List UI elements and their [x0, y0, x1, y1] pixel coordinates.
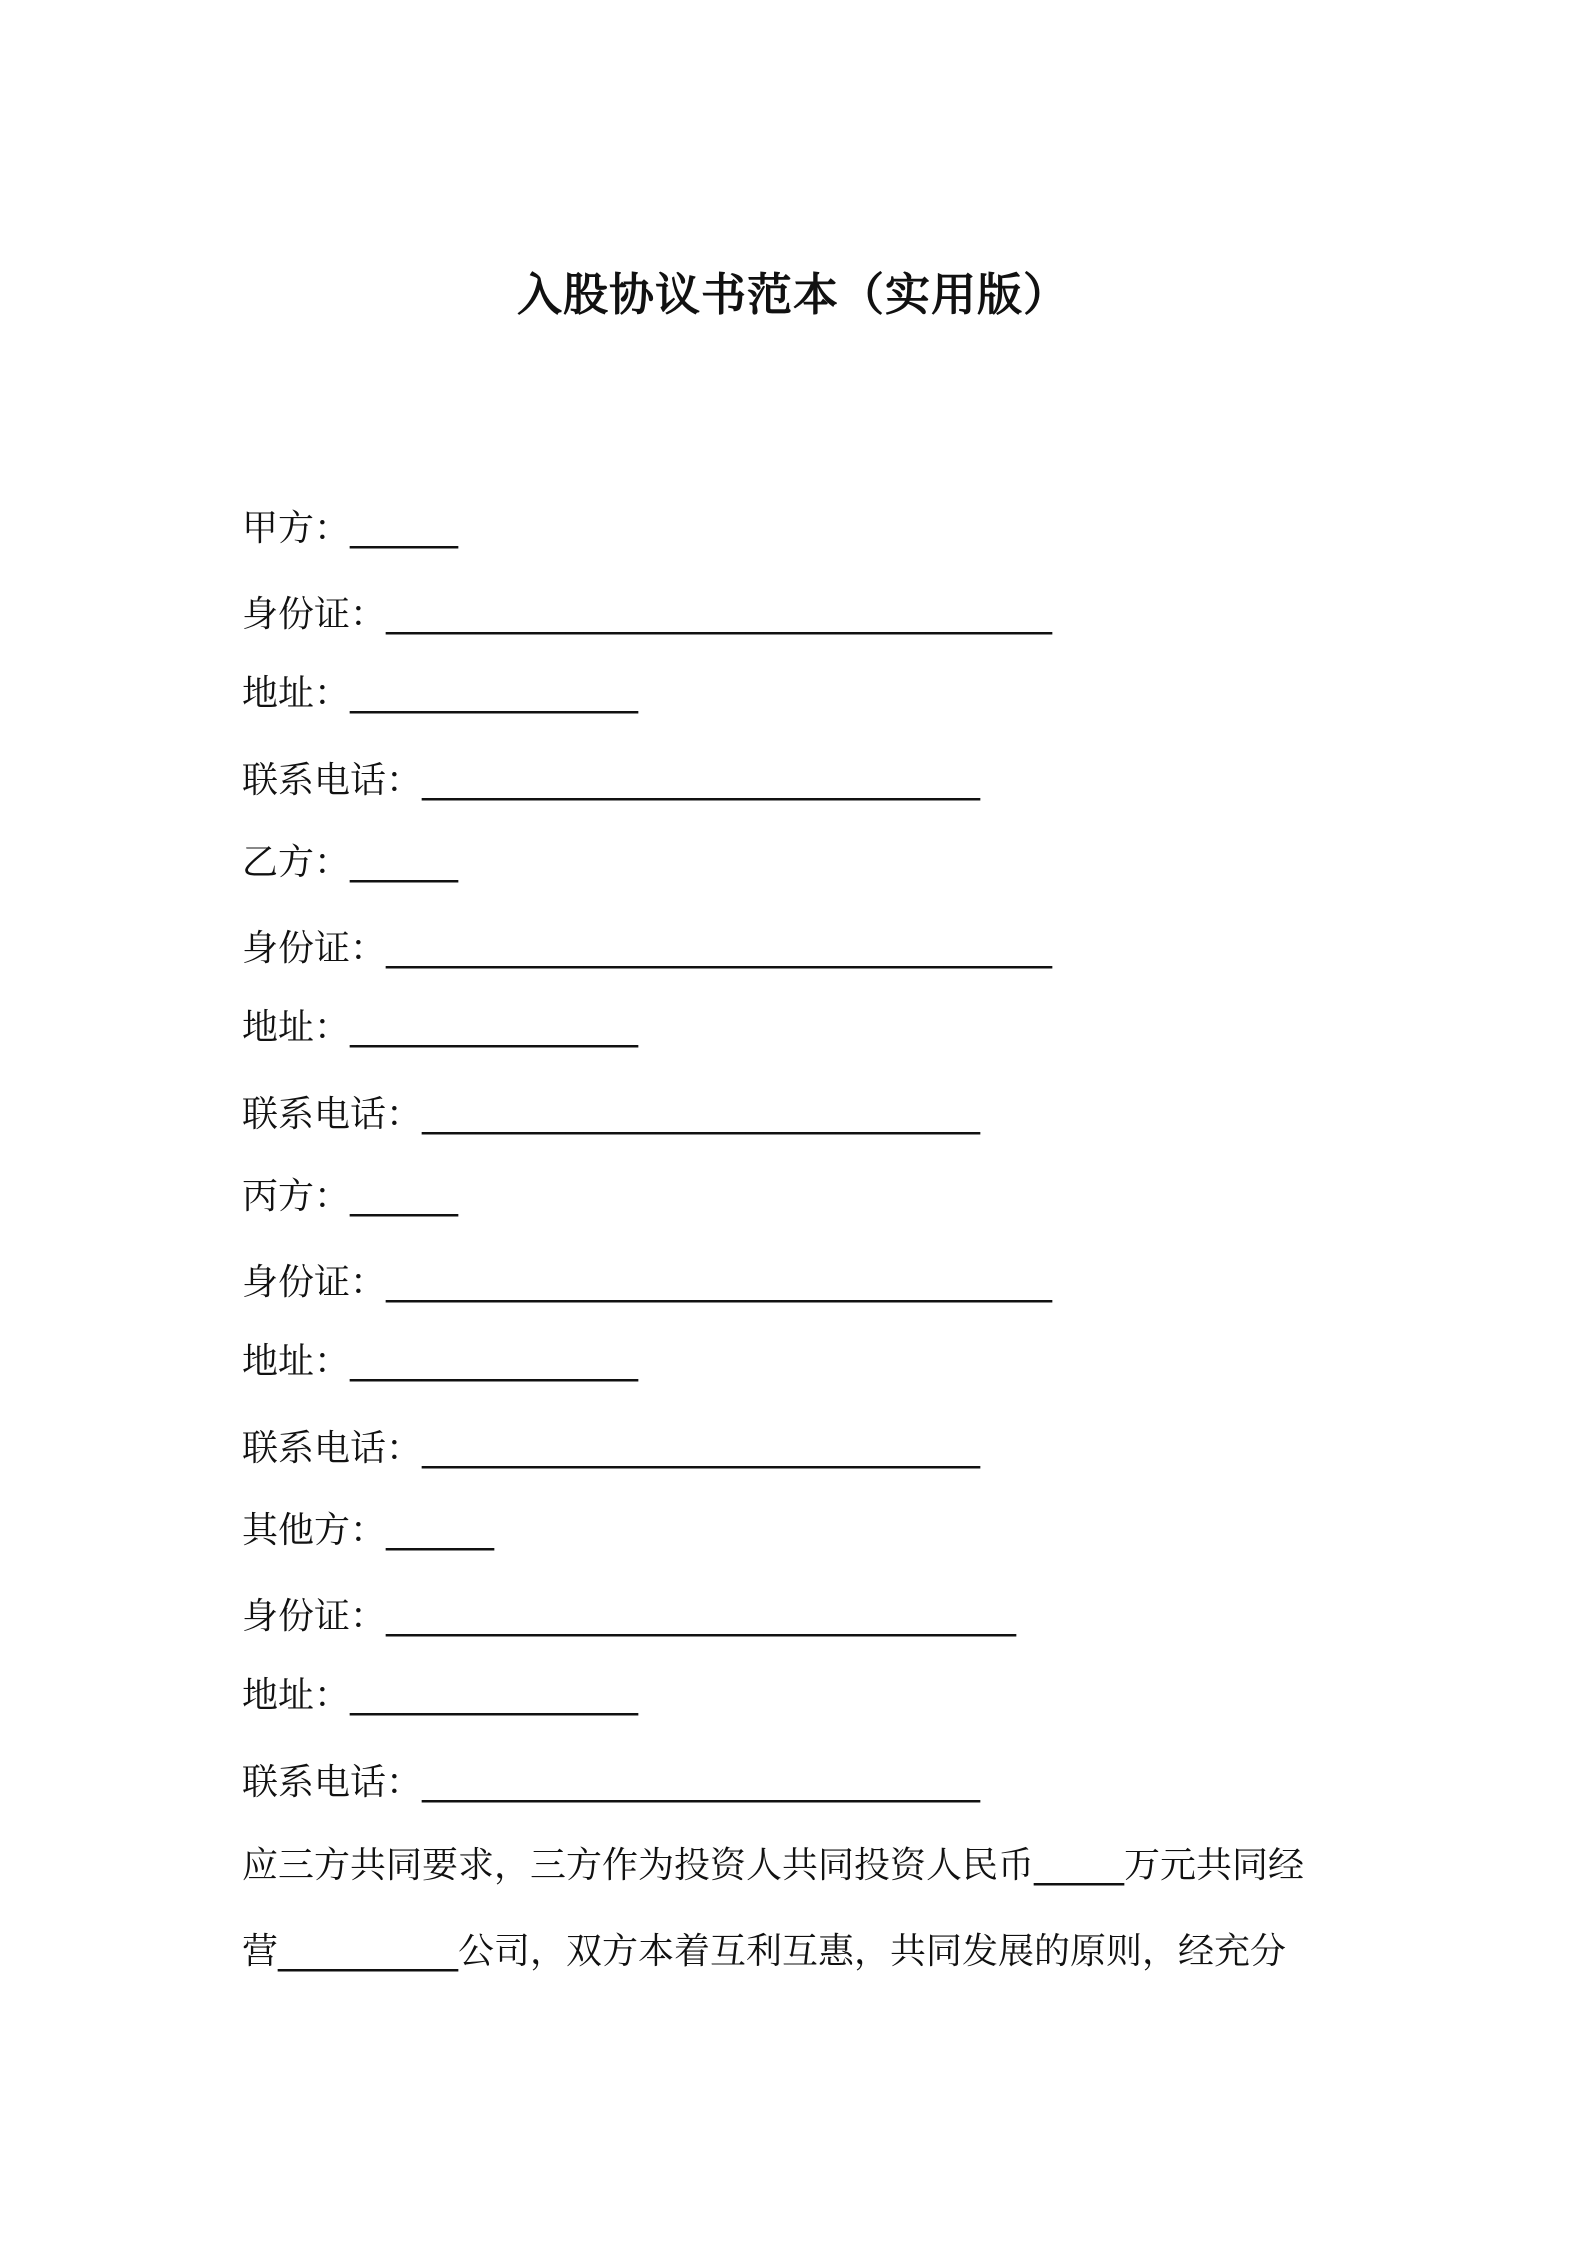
party-b-name-field	[242, 839, 458, 887]
party-c-name-field	[242, 1173, 458, 1221]
fill-in-blank: _______________________________	[422, 1762, 981, 1803]
other-party-phone-field	[242, 1759, 980, 1807]
field-label: 联系电话：	[242, 1428, 423, 1469]
fill-in-blank: ________________	[350, 673, 639, 714]
paragraph-line-2: 营__________公司，双方本着互利互惠，共同发展的原则，经充分	[242, 1931, 1287, 1972]
fill-in-blank: _______________________________	[422, 1094, 981, 1135]
party-a-phone-field	[242, 757, 980, 805]
fill-in-blank: _______________________________	[422, 760, 981, 801]
fill-in-blank: ________________	[350, 1007, 639, 1048]
other-party-name-field	[242, 1507, 494, 1555]
fill-in-blank: ______	[350, 842, 459, 883]
field-label: 联系电话：	[242, 1762, 423, 1803]
party-a-address-field	[242, 670, 638, 718]
field-label: 其他方：	[242, 1510, 387, 1551]
field-label: 身份证：	[242, 594, 387, 635]
fill-in-blank: ______	[386, 1510, 495, 1551]
field-label: 联系电话：	[242, 1094, 423, 1135]
fill-in-blank: _____________________________________	[386, 928, 1053, 969]
party-b-phone-field	[242, 1091, 980, 1139]
field-label: 地址：	[242, 1675, 351, 1716]
party-b-id-field	[242, 925, 1052, 973]
fill-in-blank: ________________	[350, 1675, 639, 1716]
field-label: 身份证：	[242, 1262, 387, 1303]
field-label: 丙方：	[242, 1176, 351, 1217]
fill-in-blank: ___________________________________	[386, 1596, 1017, 1637]
fill-in-blank: _____________________________________	[386, 1262, 1053, 1303]
fill-in-blank: ______	[350, 508, 459, 549]
party-c-phone-field	[242, 1425, 980, 1473]
field-label: 地址：	[242, 1341, 351, 1382]
paragraph-line-1: 应三方共同要求，三方作为投资人共同投资人民币_____万元共同经	[242, 1845, 1305, 1886]
document-title: 入股协议书范本（实用版）	[516, 268, 1069, 321]
field-label: 乙方：	[242, 842, 351, 883]
party-c-id-field	[242, 1259, 1052, 1307]
fill-in-blank: ________________	[350, 1341, 639, 1382]
fill-in-blank: _______________________________	[422, 1428, 981, 1469]
field-label: 地址：	[242, 1007, 351, 1048]
field-label: 身份证：	[242, 928, 387, 969]
party-b-address-field	[242, 1004, 638, 1052]
fill-in-blank: _____________________________________	[386, 594, 1053, 635]
field-label: 甲方：	[242, 508, 351, 549]
field-label: 地址：	[242, 673, 351, 714]
field-label: 身份证：	[242, 1596, 387, 1637]
fill-in-blank: ______	[350, 1176, 459, 1217]
other-party-address-field	[242, 1672, 638, 1720]
field-label: 联系电话：	[242, 760, 423, 801]
party-a-name-field	[242, 505, 458, 553]
other-party-id-field	[242, 1593, 1016, 1641]
party-c-address-field	[242, 1338, 638, 1386]
party-a-id-field	[242, 591, 1052, 639]
